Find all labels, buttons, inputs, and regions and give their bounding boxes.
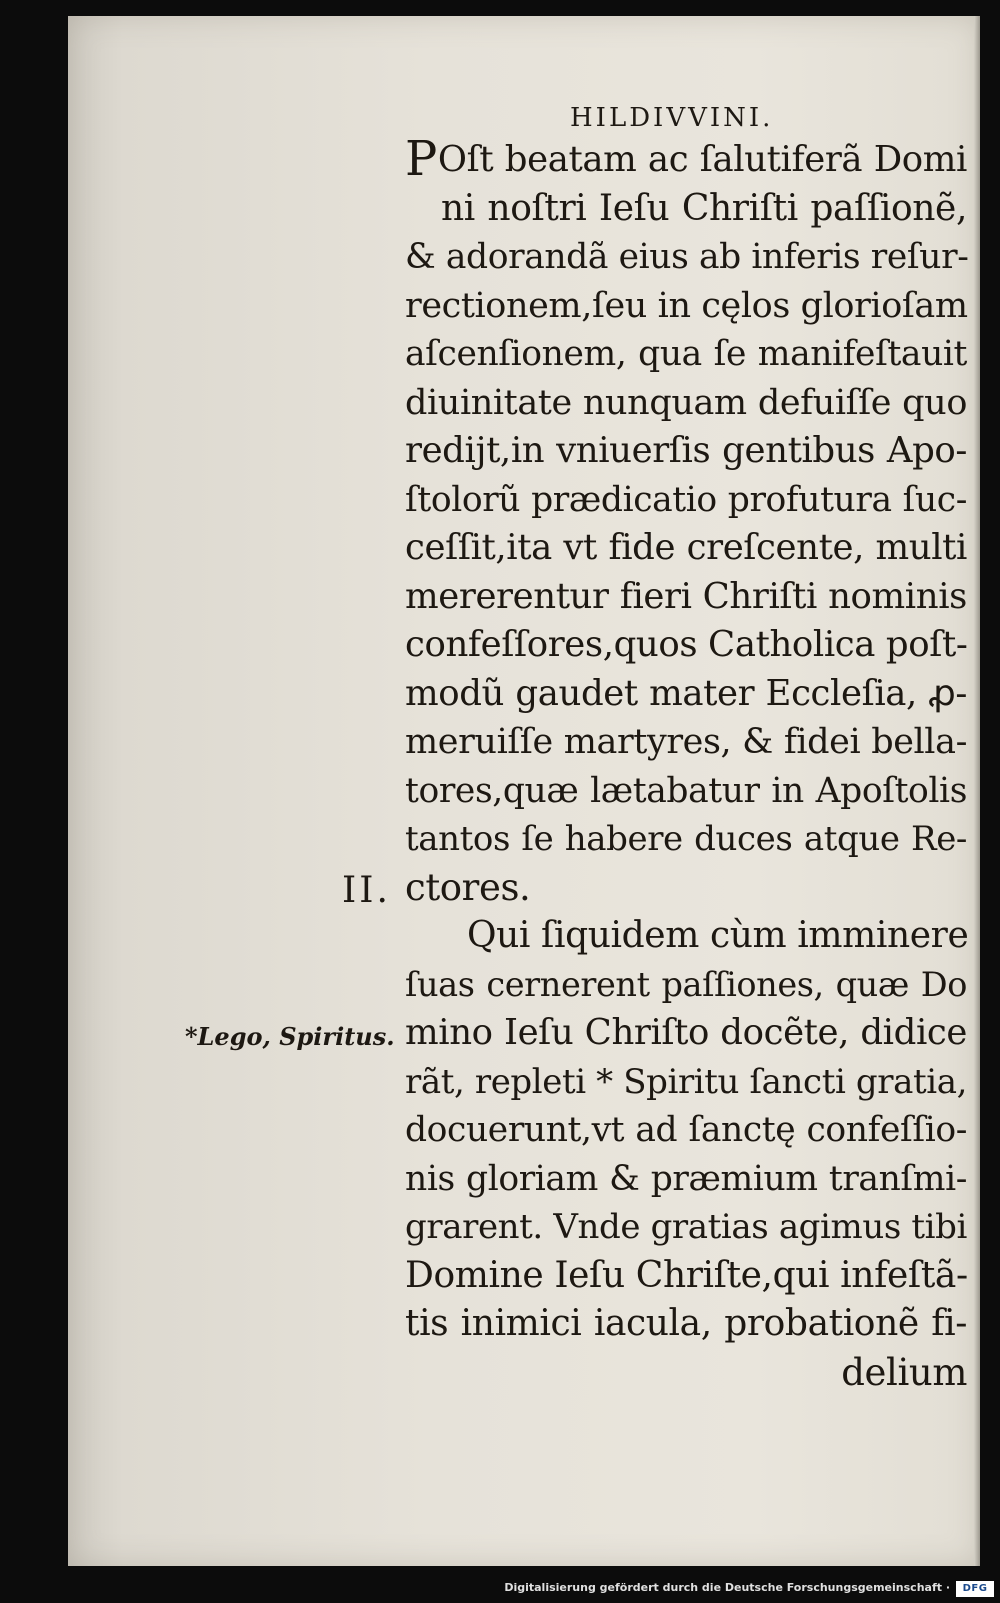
- text-line: redijt,in vniuerſis gentibus Apo-: [405, 430, 967, 471]
- text-line: Domine Ieſu Chriſte,qui infeſtã-: [405, 1254, 968, 1296]
- text-line: & adorandã eius ab inferis reſur-: [405, 237, 969, 277]
- drop-cap: P: [405, 131, 437, 187]
- text-line: tantos ſe habere duces atque Re-: [405, 819, 967, 859]
- dfg-logo: DFG: [956, 1581, 994, 1597]
- funding-credit: Digitalisierung gefördert durch die Deutsche Forschungsgemeinschaft ·: [504, 1581, 950, 1594]
- text-line: docuerunt,vt ad ſanctę confeſſio-: [405, 1110, 967, 1150]
- text-line: tores,quæ lætabatur in Apoſtolis: [405, 770, 967, 811]
- marginal-note: *Lego, Spiritus.: [185, 1022, 395, 1051]
- text-line: mererentur fieri Chriſti nominis: [405, 575, 967, 617]
- text-line: ctores.: [405, 865, 531, 909]
- text-line: rectionem,ſeu in cęlos glorioſam: [405, 285, 968, 326]
- text-line: Qui ſiquidem cùm imminere: [467, 915, 969, 956]
- running-head: HILDIVVINI.: [570, 103, 774, 133]
- text-line: ſuas cernerent paſſiones, quæ Do: [405, 964, 967, 1004]
- main-text: [405, 131, 969, 1397]
- footer-bar: [0, 1578, 1000, 1603]
- page-gutter: [974, 16, 980, 1566]
- text-line: ceſſit,ita vt fide creſcente, multi: [405, 527, 967, 568]
- text-line: diuinitate nunquam defuiſſe quo: [405, 382, 967, 423]
- text-line: meruiſſe martyres, & fidei bella-: [405, 722, 967, 762]
- text-line: POſt beatam ac ſalutiferã Domi: [405, 131, 967, 187]
- text-line: confeſſores,quos Catholica poſt-: [405, 624, 968, 665]
- text-line: tis inimici iacula, probationẽ fi-: [405, 1303, 967, 1344]
- text-line: rãt, repleti * Spiritu ſancti gratia,: [405, 1061, 967, 1102]
- text-line: mino Ieſu Chriſto docẽte, didice: [405, 1012, 967, 1053]
- text-line: ni noſtri Ieſu Chriſti paſſionẽ,: [441, 187, 967, 229]
- text-line: nis gloriam & præmium tranſmi-: [405, 1158, 967, 1199]
- text-line: aſcenſionem, qua ſe manifeſtauit: [405, 334, 967, 374]
- text-line: grarent. Vnde gratias agimus tibi: [405, 1207, 967, 1247]
- text-line: modũ gaudet mater Eccleſia, ꝓ-: [405, 672, 967, 714]
- section-number: II.: [342, 870, 391, 911]
- catchword: delium: [841, 1350, 967, 1394]
- text-line: ſtolorũ prædicatio profutura ſuc-: [405, 479, 967, 520]
